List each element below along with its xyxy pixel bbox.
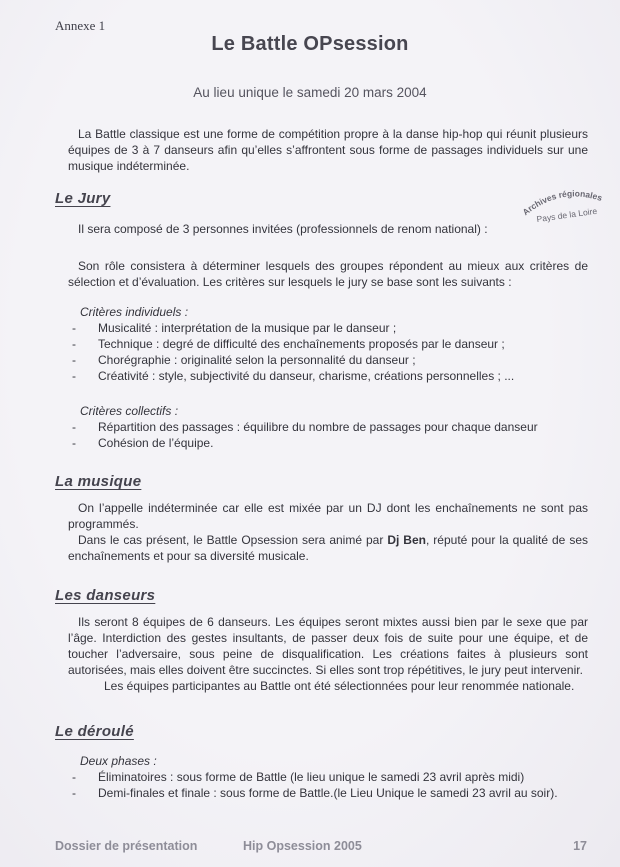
section-heading-danseurs: Les danseurs: [55, 587, 156, 604]
danseurs-body: [68, 614, 588, 694]
musique-body: [68, 500, 588, 564]
deroule-list: [68, 753, 588, 801]
section-heading-musique: La musique: [55, 473, 142, 490]
criteria-collective-title: Critères collectifs :: [80, 404, 179, 418]
stamp-line-text: Pays de la Loire: [535, 205, 598, 225]
list-item: - Technique : degré de difficulté des enchaînements proposés par le danseur ;: [68, 336, 588, 352]
section-heading-deroule: Le déroulé: [55, 723, 134, 740]
list-item: - Créativité : style, subjectivité du danseur, charisme, créations personnelles ; ...: [68, 368, 588, 384]
musique-p2-text: , réputé pour la qualité de ses enchaînements et pour sa diversité musicale.: [68, 533, 588, 563]
musique-paragraph-1: On l’appelle indéterminée car elle est mixée par un DJ dont les enchaînements ne sont pas programmés.: [68, 501, 588, 531]
list-item: - Répartition des passages : équilibre du nombre de passages pour chaque danseur: [68, 419, 588, 435]
footer-page-number: 17: [573, 839, 587, 853]
deroule-list-title: Deux phases :: [80, 754, 157, 768]
criteria-individual-title: Critères individuels :: [80, 305, 189, 319]
criteria-individual-list: [68, 304, 588, 384]
stamp-arc-text: Archives régionales: [520, 188, 604, 218]
page-title: Le Battle OPsession: [211, 33, 409, 55]
list-item: - Cohésion de l’équipe.: [68, 435, 588, 451]
list-item: - Éliminatoires : sous forme de Battle (le lieu unique le samedi 23 avril après midi): [68, 769, 588, 785]
musique-p2-text: Dans le cas présent, le Battle Opsession sera animé par: [78, 533, 388, 547]
criteria-collective-list: [68, 403, 588, 451]
list-item: - Chorégraphie : originalité selon la personnalité du danseur ;: [68, 352, 588, 368]
footer-document-name: Dossier de présentation: [55, 839, 198, 853]
dj-name-bold: Dj Ben: [387, 533, 426, 547]
list-item: - Musicalité : interprétation de la musique par le danseur ;: [68, 320, 588, 336]
section-heading-jury: Le Jury: [55, 190, 111, 207]
danseurs-paragraph-2: Les équipes participantes au Battle ont été sélectionnées pour leur renommée nationale.: [104, 679, 575, 693]
intro-paragraph: La Battle classique est une forme de compétition propre à la danse hip-hop qui réunit plusieurs équipes de 3 à 7 danseurs afin qu’elles s’affrontent sous forme de passages individuels sur une musique indéterminée.: [68, 127, 588, 173]
musique-paragraph-2: [68, 532, 588, 564]
annexe-label: Annexe 1: [55, 18, 106, 33]
jury-paragraph-2: Son rôle consistera à déterminer lesquels des groupes répondent au mieux aux critères de sélection et d’évaluation. Les critères sur lesquels le jury se base sont les suivants :: [68, 259, 588, 289]
footer-event-name: Hip Opsession 2005: [243, 839, 362, 853]
list-item: - Demi-finales et finale : sous forme de Battle.(le Lieu Unique le samedi 23 avril au soir).: [68, 785, 588, 801]
jury-paragraph-1: Il sera composé de 3 personnes invitées (professionnels de renom national) :: [78, 222, 488, 236]
page-subtitle: Au lieu unique le samedi 20 mars 2004: [193, 85, 427, 100]
danseurs-paragraph-1: Ils seront 8 équipes de 6 danseurs. Les équipes seront mixtes aussi bien par le sexe que par l’âge. Interdiction des gestes insultants, de passer deux fois de suite pour une équipe, et de toucher l’adversaire, sous peine de disqualification. Les créations faites à plusieurs sont autorisées, mais elles doivent être succinctes. Si elles sont trop répétitives, le jury peut intervenir.: [68, 615, 588, 677]
